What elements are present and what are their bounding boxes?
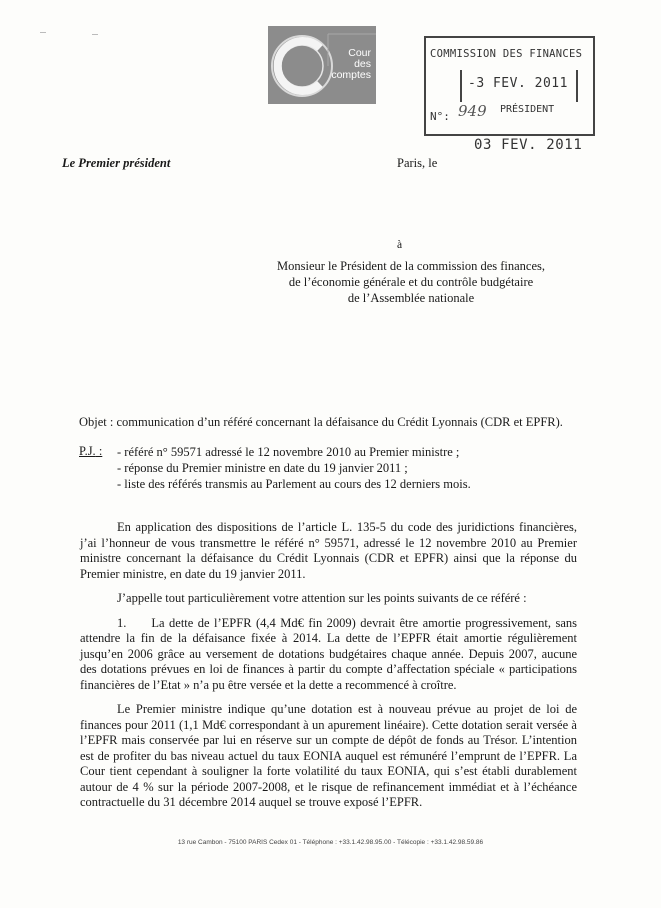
stamp-handwritten-number: 949 bbox=[458, 102, 487, 120]
logo-line: des bbox=[354, 58, 371, 70]
attachments-label-text: P.J. bbox=[79, 444, 96, 458]
addressee-line: Monsieur le Président de la commission des finances, bbox=[277, 259, 545, 273]
body-paragraph: J’appelle tout particulièrement votre attention sur les points suivants de ce référé : bbox=[117, 591, 527, 605]
attachment-item: - référé n° 59571 adressé le 12 novembre 2010 au Premier ministre ; bbox=[117, 445, 460, 459]
stamp-title: COMMISSION DES FINANCES bbox=[430, 48, 583, 60]
place-date: Paris, le bbox=[397, 156, 438, 170]
addressee-line: de l’économie générale et du contrôle budgétaire bbox=[288, 275, 534, 289]
logo-line: Cour bbox=[348, 47, 371, 59]
body-paragraph: En application des dispositions de l’article L. 135-5 du code des juridictions financières, j’ai l’honneur de vous transmettre le référé n° 59571, adressé le 12 novembre 2010 au Premier ministre concernant la défaisance du Crédit Lyonnais (CDR et EPFR) ainsi que la réponse du Premier ministre, en date du 19 janvier 2011. bbox=[80, 520, 577, 581]
sender: Le Premier président bbox=[62, 156, 171, 170]
letter-body bbox=[80, 520, 577, 820]
logo-line: comptes bbox=[331, 69, 371, 81]
scan-mark bbox=[40, 32, 46, 33]
stamp-date: -3 FEV. 2011 bbox=[468, 76, 568, 91]
stamp-president: PRÉSIDENT bbox=[500, 104, 555, 115]
attachments-list bbox=[117, 444, 471, 492]
attachments-label-sep: : bbox=[95, 444, 103, 458]
attachment-item: - liste des référés transmis au Parlement au cours des 12 derniers mois. bbox=[117, 477, 471, 491]
logo-text bbox=[331, 48, 371, 81]
scan-mark bbox=[92, 34, 98, 35]
stamp-number-label: N°: bbox=[430, 110, 450, 123]
subject-label: Objet bbox=[79, 415, 107, 429]
footer-address: 13 rue Cambon - 75100 PARIS Cedex 01 - Téléphone : +33.1.42.98.95.00 - Télécopie : +33.1.42.98.59.86 bbox=[177, 839, 484, 846]
reception-stamp bbox=[424, 36, 595, 136]
addressee bbox=[250, 258, 572, 306]
subject-line bbox=[79, 415, 563, 430]
date-stamp: 03 FEV. 2011 bbox=[474, 137, 583, 153]
attachments-label bbox=[79, 444, 102, 459]
addressee-line: de l’Assemblée nationale bbox=[347, 291, 475, 305]
subject-text: : communication d’un référé concernant la défaisance du Crédit Lyonnais (CDR et EPFR). bbox=[106, 415, 563, 429]
attachment-item: - réponse du Premier ministre en date du 19 janvier 2011 ; bbox=[117, 461, 408, 475]
body-paragraph: 1. La dette de l’EPFR (4,4 Md€ fin 2009) devrait être amortie progressivement, sans attendre la fin de la défaisance fixée à 2014. La dette de l’EPFR était amortie régulièrement jusqu’en 2006 grâce au versement de dotations budgétaires chaque année. Depuis 2007, aucune des dotations prévues en loi de finances à partir du compte d’affectation spéciale « participations financières de l’Etat » n’a pu être versée et la dette a recommencé à croître. bbox=[80, 615, 577, 692]
recipient-prefix: à bbox=[397, 239, 403, 251]
body-paragraph: Le Premier ministre indique qu’une dotation est à nouveau prévue au projet de loi de finances pour 2011 (1,1 Md€ correspondant à un apurement linéaire). Cette dotation serait versée à l’EPFR mais conservée par lui en réserve sur un compte de dépôt de fonds au Trésor. L’intention est de profiter du bas niveau actuel du taux EONIA auquel est rémunéré l’emprunt de l’EPFR. La Cour tient cependant à souligner la forte volatilité du taux EONIA, qui s’est établi durablement autour de 4 % sur la période 2007-2008, et le risque de refinancement immédiat et à l’échéance contractuelle du 31 décembre 2014 auquel se trouve exposé l’EPFR. bbox=[80, 702, 577, 809]
cour-des-comptes-logo bbox=[268, 26, 376, 104]
